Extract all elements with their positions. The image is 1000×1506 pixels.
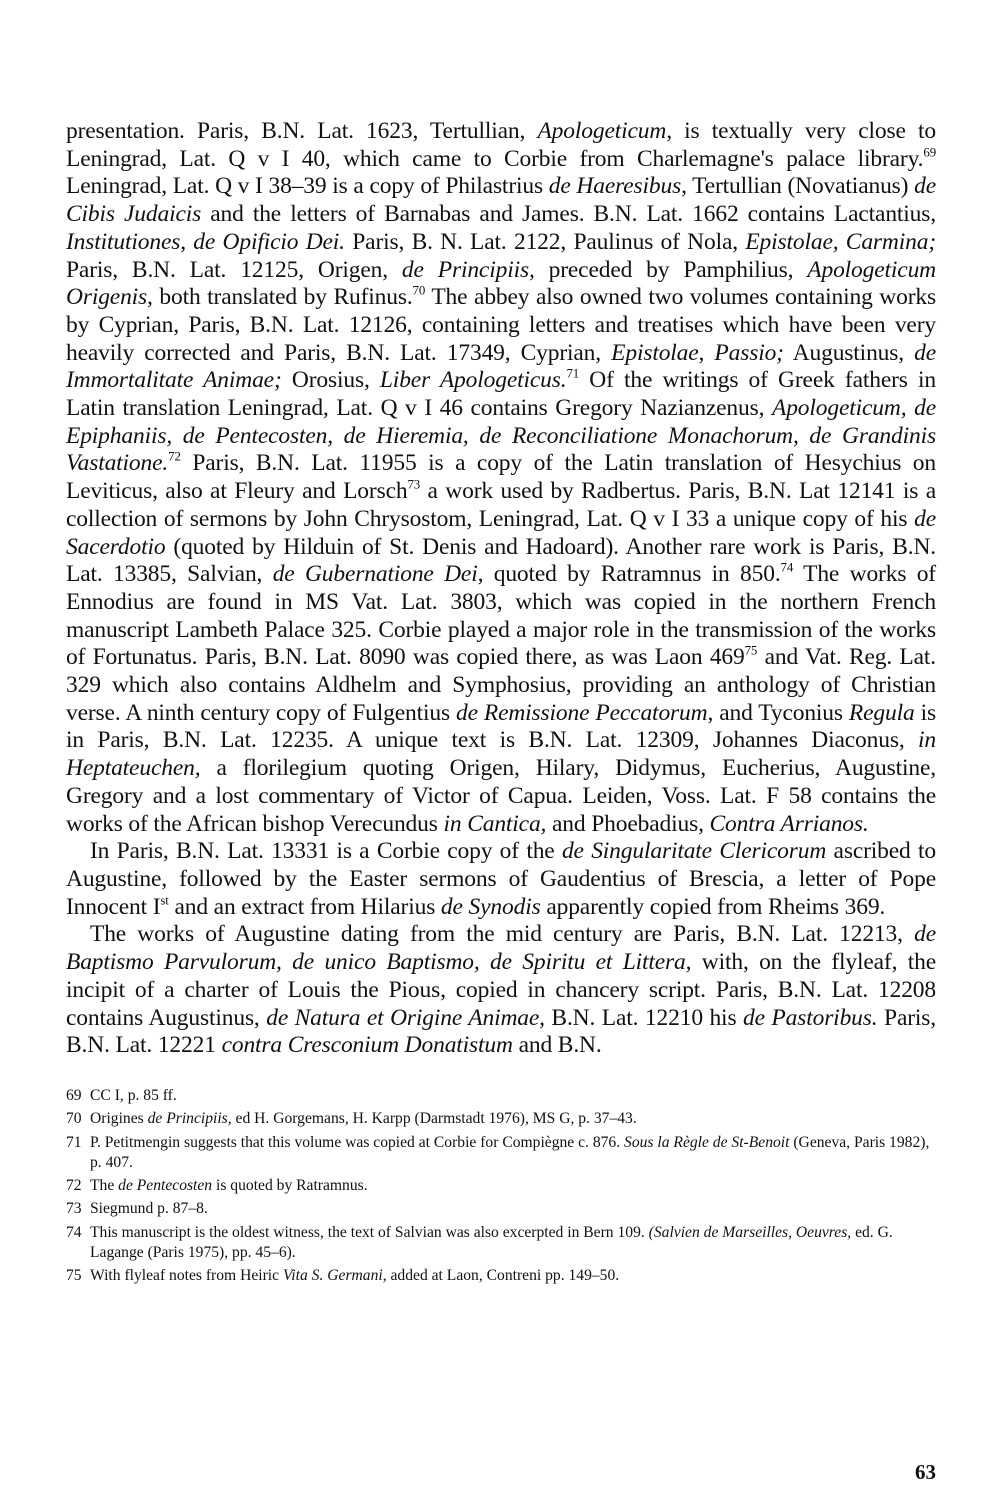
text-run: and Tyconius (713, 699, 849, 726)
text-run: B.N. Lat. 12210 his (544, 1004, 743, 1031)
text-run: is in Paris, B.N. Lat. 12235. A unique text is B.N. Lat. 12309, Johannes Diaconus, (66, 699, 936, 754)
italic-title: de Principiis, (147, 1110, 232, 1128)
italic-title: de Remissione Peccatorum, (455, 699, 714, 726)
footnote-marker: 72 (168, 448, 181, 464)
text-run: and an extract from Hilarius (168, 893, 441, 920)
text-run: ed. G. Lagange (Paris 1975), pp. 45–6). (90, 1223, 893, 1261)
italic-title: Sous la Règle de St-Benoit (624, 1133, 790, 1151)
footnote (66, 1223, 936, 1264)
text-run: with, on the flyleaf, the incipit of a charter of Louis the Pious, copied in chancery script. Paris, B.N. Lat. 12208 contains Augustinus, (66, 949, 936, 1031)
paragraph (66, 921, 936, 1060)
paragraph (66, 118, 936, 838)
text-run: is quoted by Ratramnus. (212, 1177, 368, 1195)
footnote-text (90, 1133, 936, 1174)
footnote-text (90, 1223, 936, 1264)
footnote-text (90, 1266, 936, 1286)
text-run: Paris, B.N. Lat. 12221 (66, 1004, 937, 1059)
italic-title: Apologeticum, (537, 118, 672, 144)
footnote-text (90, 1086, 936, 1106)
text-run: and Phoebadius, (546, 810, 710, 837)
italic-title: in Cantica, (443, 810, 547, 837)
italic-title: de Singularitate Clericorum (561, 838, 827, 865)
text-run: This manuscript is the oldest witness, the text of Salvian was also excerpted in Bern 109. (90, 1223, 649, 1241)
text-run: presentation. Paris, B.N. Lat. 1623, Tertullian, (66, 118, 538, 144)
italic-title: de Immortalitate Animae; (66, 339, 936, 394)
italic-title: (Salvien de Marseilles, Oeuvres, (648, 1223, 852, 1241)
footnote-number: 69 (66, 1086, 82, 1104)
italic-title: in Heptateuchen, (66, 727, 936, 782)
text-run: Augustinus, (783, 339, 915, 366)
italic-title: Contra Arrianos. (709, 810, 869, 837)
italic-title: Apologeticum, de Epiphaniis, de Pentecosten, de Hieremia, de Reconciliatione Monachorum, de Grandinis Vastatione. (66, 395, 936, 477)
italic-title: de Natura et Origine Animae, (266, 1004, 545, 1031)
italic-title: Institutiones, de Opificio Dei. (66, 228, 345, 255)
footnote-number: 70 (66, 1110, 82, 1128)
footnote (66, 1266, 936, 1286)
italic-title: Liber Apologeticus. (379, 367, 567, 394)
text-run: both translated by Rufinus. (152, 284, 413, 311)
footnote (66, 1176, 936, 1196)
text-run: The works of Augustine dating from the mid century are Paris, B.N. Lat. 12213, (90, 921, 915, 948)
italic-title: de Baptismo Parvulorum, de unico Baptismo, de Spiritu et Littera, (66, 921, 936, 976)
text-run: (Geneva, Paris 1982), p. 407. (90, 1133, 930, 1171)
text-run: Paris, B. N. Lat. 2122, Paulinus of Nola, (344, 228, 746, 255)
paragraph (66, 838, 936, 921)
text-run: P. Petitmengin suggests that this volume was copied at Corbie for Compiègne c. 876. (90, 1133, 625, 1151)
text-run: Of the writings of Greek fathers in Latin translation Leningrad, Lat. Q v I 46 contains Gregory Nazianzenus, (66, 367, 936, 422)
italic-title: de Pastoribus. (742, 1004, 878, 1031)
text-run: The works of Ennodius are found in MS Vat. Lat. 3803, which was copied in the northern French manuscript Lambeth Palace 325. Corbie played a major role in the transmission of the works of Fortunatus. Paris, B.N. Lat. 8090 was copied there, as was Laon 469 (66, 561, 936, 671)
italic-title: de Haeresibus, (548, 173, 687, 200)
footnote-marker: 71 (566, 365, 580, 381)
footnote-number: 75 (66, 1267, 82, 1285)
text-run: (quoted by Hilduin of St. Denis and Hadoard). Another rare work is Paris, B.N. Lat. 13385, Salvian, (66, 533, 936, 588)
text-run: Tertullian (Novatianus) (686, 173, 915, 200)
footnote-number: 74 (66, 1223, 82, 1241)
text-run: The (90, 1177, 119, 1195)
footnote (66, 1109, 936, 1129)
italic-title: contra Cresconium Donatistum (221, 1032, 513, 1059)
body-text (66, 118, 936, 1060)
footnote (66, 1199, 936, 1219)
footnote-marker: 75 (744, 642, 758, 658)
italic-title: Regula (848, 699, 915, 726)
italic-title: de Sacerdotio (66, 505, 936, 560)
italic-title: de Cibis Judaicis (66, 173, 937, 228)
footnote-number: 73 (66, 1200, 82, 1218)
italic-title: de Synodis (440, 893, 541, 920)
text-run: quoted by Ratramnus in 850. (483, 561, 781, 588)
footnote-number: 71 (66, 1133, 82, 1151)
italic-title: de Principiis, (401, 256, 535, 283)
italic-title: Epistolae, Passio; (611, 339, 784, 366)
footnote-text (90, 1176, 936, 1196)
text-run: and the letters of Barnabas and James. B.N. Lat. 1662 contains Lactantius, (201, 201, 936, 228)
footnote (66, 1086, 936, 1106)
footnote-marker: 69 (923, 144, 936, 160)
italic-title: Vita S. Germani, (282, 1267, 387, 1285)
footnote-marker: 70 (412, 282, 426, 298)
footnote-text (90, 1109, 936, 1129)
text-run: a work used by Radbertus. Paris, B.N. Lat 12141 is a collection of sermons by John Chrysostom, Leningrad, Lat. Q v I 33 a unique copy of his (66, 478, 936, 532)
footnote (66, 1133, 936, 1174)
text-run: Paris, B.N. Lat. 12125, Origen, (66, 256, 402, 283)
italic-title: Epistolae, Carmina; (745, 228, 936, 255)
page-body (66, 118, 936, 1290)
italic-title: Apologeticum Origenis, (66, 256, 936, 311)
footnotes (66, 1086, 936, 1287)
text-run: Paris, B.N. Lat. 11955 is a copy of the Latin translation of Hesychius on Leviticus, also at Fleury and Lorsch (66, 450, 936, 505)
text-run: added at Laon, Contreni pp. 149–50. (386, 1267, 620, 1285)
text-run: Origines (90, 1110, 148, 1128)
text-run: Siegmund p. 87–8. (90, 1200, 208, 1218)
text-run: preceded by Pamphilius, (534, 256, 808, 283)
text-run: ed H. Gorgemans, H. Karpp (Darmstadt 1976), MS G, p. 37–43. (231, 1110, 637, 1128)
text-run: and Vat. Reg. Lat. 329 which also contains Aldhelm and Symphosius, providing an anthology of Christian verse. A ninth century copy of Fulgentius (66, 644, 937, 726)
footnote-marker: 73 (407, 476, 421, 492)
text-run: The abbey also owned two volumes containing works by Cyprian, Paris, B.N. Lat. 12126, containing letters and treatises which have been very heavily corrected and Paris, B.N. Lat. 17349, Cyprian, (66, 284, 936, 366)
italic-title: de Gubernatione Dei, (272, 561, 484, 588)
text-run: ascribed to Augustine, followed by the Easter sermons of Gaudentius of Brescia, a letter of Pope Innocent I (66, 838, 936, 920)
text-run: Leningrad, Lat. Q v I 38–39 is a copy of Philastrius (66, 173, 549, 200)
footnote-number: 72 (66, 1177, 82, 1195)
footnote-marker: st (160, 892, 169, 907)
text-run: In Paris, B.N. Lat. 13331 is a Corbie copy of the (90, 838, 562, 865)
text-run: CC I, p. 85 ff. (90, 1086, 177, 1104)
text-run: and B.N. (512, 1032, 602, 1059)
text-run: Orosius, (281, 367, 380, 394)
text-run: With flyleaf notes from Heiric (90, 1267, 283, 1285)
text-run: apparently copied from Rheims 369. (540, 893, 886, 920)
footnote-marker: 74 (780, 559, 794, 575)
text-run: is textually very close to Leningrad, Lat. Q v I 40, which came to Corbie from Charlemagne's palace library. (66, 118, 936, 172)
footnote-text (90, 1199, 936, 1219)
page-number: 63 (915, 1460, 936, 1484)
italic-title: de Pentecosten (118, 1177, 213, 1195)
text-run: a florilegium quoting Origen, Hilary, Didymus, Eucherius, Augustine, Gregory and a lost commentary of Victor of Capua. Leiden, Voss. Lat. F 58 contains the works of the African bishop Verecundus (66, 755, 936, 837)
